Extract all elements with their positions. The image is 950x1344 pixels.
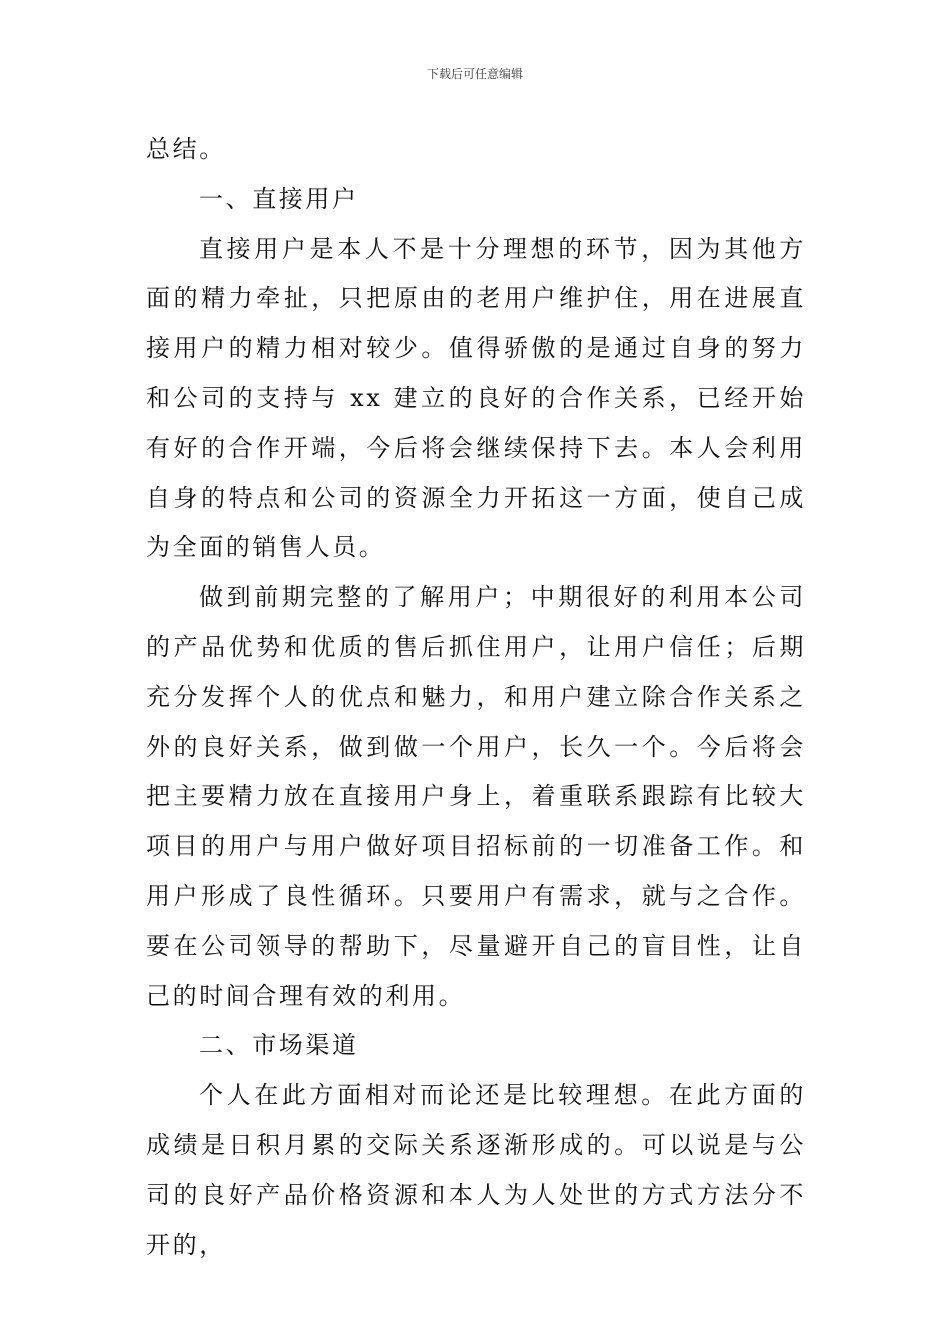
section-heading-direct-users: 一、直接用户 [199,184,359,213]
paragraph-user-strategy: 做到前期完整的了解用户；中期很好的利用本公司的产品优势和优质的售后抓住用户，让用户信任；后期充分发挥个人的优点和魅力，和用户建立除合作关系之外的良好关系，做到做一个用户，长久一个。今后将会把主要精力放在直接用户身上，着重联系跟踪有比较大项目的用户与用户做好项目招标前的一切准备工作。和用户形成了良性循环。只要用户有需求，就与之合作。要在公司领导的帮助下，尽量避开自己的盲目性，让自己的时间合理有效的利用。 [146,583,806,1010]
section-heading-market-channels: 二、市场渠道 [199,1031,359,1060]
paragraph-market-channels: 个人在此方面相对而论还是比较理想。在此方面的成绩是日积月累的交际关系逐渐形成的。可以说是与公司的良好产品价格资源和本人为人处世的方式方法分不开的， [146,1081,806,1259]
document-body [146,125,806,1270]
paragraph-direct-users: 直接用户是本人不是十分理想的环节，因为其他方面的精力牵扯，只把原由的老用户维护住，用在进展直接用户的精力相对较少。值得骄傲的是通过自身的努力和公司的支持与 xx 建立的良好的合作关系，已经开始有好的合作开端，今后将会继续保持下去。本人会利用自身的特点和公司的资源全力开拓这一方面，使自己成为全面的销售人员。 [146,234,806,562]
page-header: 下载后可任意编辑 [426,67,523,81]
paragraph-continuation: 总结。 [146,135,226,163]
